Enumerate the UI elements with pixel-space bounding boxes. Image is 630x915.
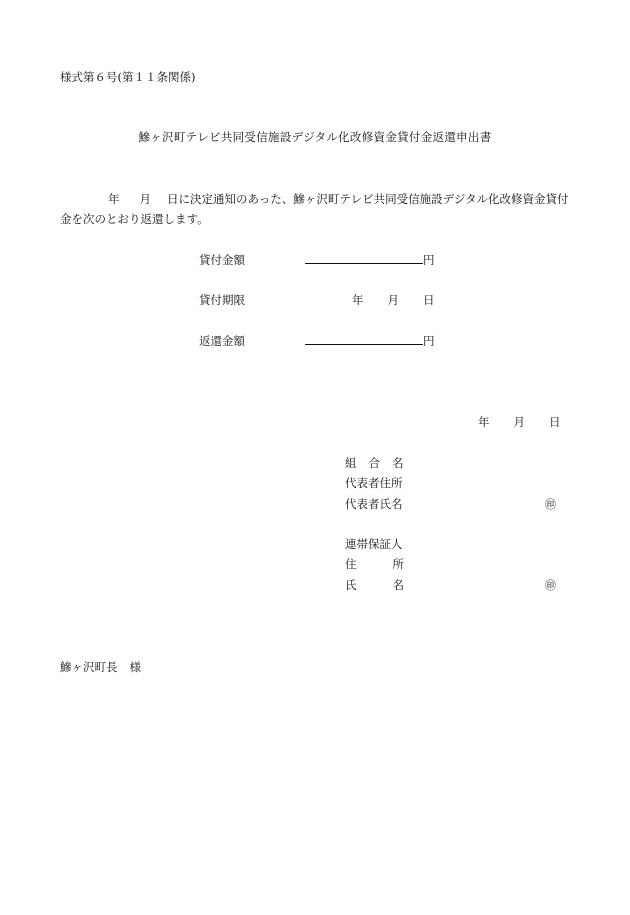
loan-amount-blank[interactable]	[305, 252, 423, 264]
union-name-char-2: 合	[368, 456, 380, 470]
application-date[interactable]	[478, 414, 561, 430]
rep-name-label: 代表者氏名	[345, 497, 403, 511]
addressee-honorific: 様	[129, 660, 141, 674]
body-line-2: 金を次のとおり返還します。	[60, 212, 209, 226]
repay-amount-blank[interactable]	[305, 333, 423, 345]
repay-amount-field[interactable]	[305, 333, 435, 349]
union-name-label	[345, 455, 404, 471]
loan-period-label: 貸付期限	[199, 293, 245, 307]
form-number: 様式第６号(第１１条関係)	[60, 70, 196, 84]
guarantor-seal-icon: ㊞	[545, 579, 556, 592]
date-day: 日	[549, 415, 561, 429]
addressee-name: 鰺ヶ沢町長	[60, 660, 118, 674]
loan-amount-field[interactable]	[305, 252, 435, 268]
guarantor-address-label	[345, 556, 404, 572]
addressee	[60, 659, 141, 675]
period-month: 月	[387, 293, 399, 307]
body-month: 月	[139, 192, 151, 206]
period-day: 日	[423, 293, 435, 307]
seal-icon: ㊞	[545, 498, 556, 511]
rep-address-label: 代表者住所	[345, 476, 403, 490]
loan-amount-unit: 円	[423, 253, 435, 267]
period-year: 年	[352, 293, 364, 307]
repay-amount-unit: 円	[423, 334, 435, 348]
date-year: 年	[478, 415, 490, 429]
guarantor-label: 連帯保証人	[345, 537, 403, 551]
guarantor-name-char-1: 氏	[345, 578, 357, 592]
union-name-char-1: 組	[345, 456, 357, 470]
repay-amount-label: 返還金額	[199, 334, 245, 348]
body-line-1-rest: 日に決定通知のあった、鰺ヶ沢町テレビ共同受信施設デジタル化改修資金貸付	[167, 192, 569, 206]
guarantor-name-char-2: 名	[392, 578, 404, 592]
date-month: 月	[513, 415, 525, 429]
document-title: 鰺ヶ沢町テレビ共同受信施設デジタル化改修資金貸付金返還申出書	[138, 130, 492, 144]
body-year: 年	[108, 192, 120, 206]
guarantor-address-char-2: 所	[392, 557, 404, 571]
guarantor-address-char-1: 住	[345, 557, 357, 571]
union-name-char-3: 名	[392, 456, 404, 470]
body-line-1	[108, 191, 568, 207]
guarantor-name-label	[345, 577, 404, 593]
loan-amount-label: 貸付金額	[199, 253, 245, 267]
loan-period-field[interactable]	[352, 292, 435, 308]
